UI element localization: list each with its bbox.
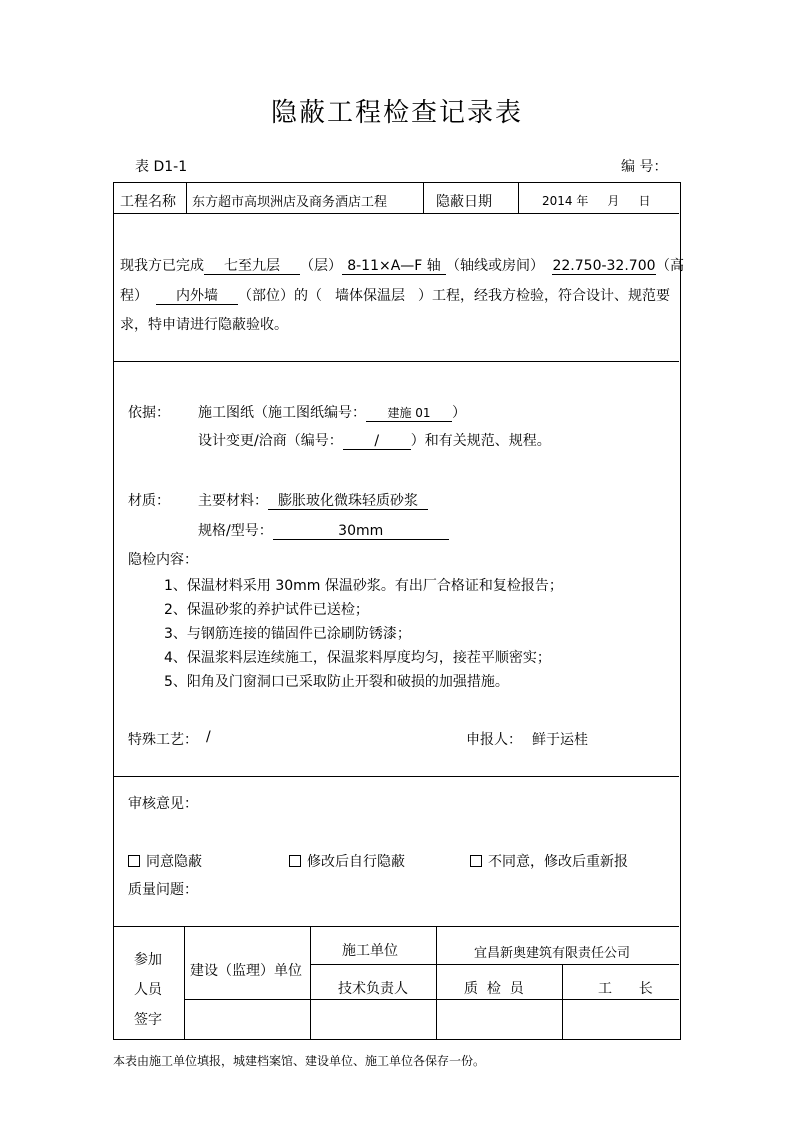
material-label: 材质：	[128, 493, 170, 509]
vrule-s1	[184, 926, 185, 1039]
floors-value: 七至九层	[204, 258, 300, 275]
quality-issue-label: 质量问题：	[128, 882, 198, 898]
footnote: 本表由施工单位填报，城建档案馆、建设单位、施工单位各保存一份。	[113, 1054, 486, 1068]
inspector-label: 质 检 员	[464, 981, 524, 997]
participants-label-3: 签字	[134, 1012, 162, 1028]
drawing-prefix: 施工图纸（施工图纸编号：	[198, 405, 366, 421]
reporter-label: 申报人：	[466, 732, 522, 748]
content-item: 2、保温砂浆的养护试件已送检；	[164, 602, 369, 618]
checkbox-reject[interactable]	[470, 855, 482, 867]
rule-content	[114, 776, 679, 777]
construction-unit-label: 施工单位	[342, 943, 398, 959]
concealed-date-value: 2014 年 月 日	[542, 194, 651, 208]
vrule-h3	[518, 183, 519, 213]
option-approve-label: 同意隐蔽	[146, 854, 202, 870]
page-title: 隐蔽工程检查记录表	[270, 98, 523, 128]
work-value: 墙体保温层	[335, 288, 405, 304]
contents-label: 隐检内容：	[128, 552, 198, 568]
statement-text: （高	[656, 258, 684, 274]
main-material-value: 膨胀玻化微珠轻质砂浆	[268, 493, 428, 510]
change-prefix: 设计变更/洽商（编号：	[198, 433, 343, 449]
drawing-number: 建施 01	[366, 405, 452, 422]
statement-text: 程）	[120, 288, 148, 304]
checkbox-approve[interactable]	[128, 855, 140, 867]
option-reject[interactable]	[470, 851, 628, 871]
main-material-line	[198, 490, 428, 510]
rule-header	[114, 213, 679, 214]
basis-label: 依据：	[128, 405, 170, 421]
option-reject-label: 不同意，修改后重新报	[488, 854, 628, 870]
change-suffix: ）和有关规范、规程。	[410, 433, 551, 449]
vrule-s2	[310, 926, 311, 1039]
number-label: 编 号：	[621, 159, 668, 175]
record-form	[113, 182, 684, 1040]
foreman-label: 工 长	[598, 981, 653, 997]
content-item: 5、阳角及门窗洞口已采取防止开裂和破损的加强措施。	[164, 674, 509, 690]
rule-sign-2	[184, 999, 679, 1000]
project-name-label: 工程名称	[120, 194, 176, 210]
statement-text: 现我方已完成	[120, 258, 204, 274]
statement-text: （部位）的（	[238, 288, 322, 304]
change-number: /	[343, 433, 411, 450]
vrule-h2	[423, 183, 424, 213]
project-name-value: 东方超市高坝洲店及商务酒店工程	[192, 195, 388, 210]
statement-text: ）工程，经我方检验，符合设计、规范要	[418, 288, 670, 304]
vrule-s4	[562, 964, 563, 1039]
drawing-line	[198, 402, 466, 422]
rule-review	[114, 926, 679, 927]
vrule-h1	[186, 183, 187, 213]
statement-line-3: 求，特申请进行隐蔽验收。	[120, 317, 288, 333]
statement-line-2	[120, 285, 670, 305]
rule-sign-1	[310, 964, 679, 965]
checkbox-self-conceal[interactable]	[289, 855, 301, 867]
spec-label: 规格/型号：	[198, 523, 273, 539]
content-item: 4、保温浆料层连续施工，保温浆料厚度均匀，接茬平顺密实；	[164, 650, 551, 666]
spec-value: 30mm	[273, 523, 449, 540]
statement-line-1	[120, 255, 684, 275]
review-label: 审核意见：	[128, 796, 198, 812]
change-line	[198, 430, 551, 450]
part-value: 内外墙	[156, 288, 238, 305]
content-item: 3、与钢筋连接的锚固件已涂刷防锈漆；	[164, 626, 411, 642]
axis-value: 8-11×A—F 轴	[342, 258, 446, 275]
vrule-s3	[436, 926, 437, 1039]
spec-line	[198, 520, 449, 540]
elevation-value: 22.750-32.700	[552, 258, 656, 274]
participants-label-2: 人员	[134, 982, 162, 998]
owner-unit-label: 建设（监理）单位	[190, 963, 302, 979]
drawing-suffix: ）	[452, 405, 466, 421]
option-self-conceal[interactable]	[289, 851, 405, 871]
special-process-value: /	[206, 729, 211, 745]
main-material-label: 主要材料：	[198, 493, 268, 509]
construction-unit-value: 宜昌新奥建筑有限责任公司	[474, 946, 631, 961]
special-process-label: 特殊工艺：	[128, 732, 198, 748]
statement-text: （层）	[300, 258, 342, 274]
option-approve[interactable]	[128, 851, 202, 871]
participants-label-1: 参加	[134, 952, 162, 968]
option-self-conceal-label: 修改后自行隐蔽	[307, 854, 405, 870]
content-item: 1、保温材料采用 30mm 保温砂浆。有出厂合格证和复检报告；	[164, 578, 563, 594]
tech-lead-label: 技术负责人	[338, 981, 408, 997]
statement-text: （轴线或房间）	[446, 258, 544, 274]
form-code: 表 D1-1	[135, 159, 188, 175]
concealed-date-label: 隐蔽日期	[436, 194, 492, 210]
rule-statement	[114, 361, 679, 362]
reporter-value: 鲜于运桂	[532, 732, 588, 748]
